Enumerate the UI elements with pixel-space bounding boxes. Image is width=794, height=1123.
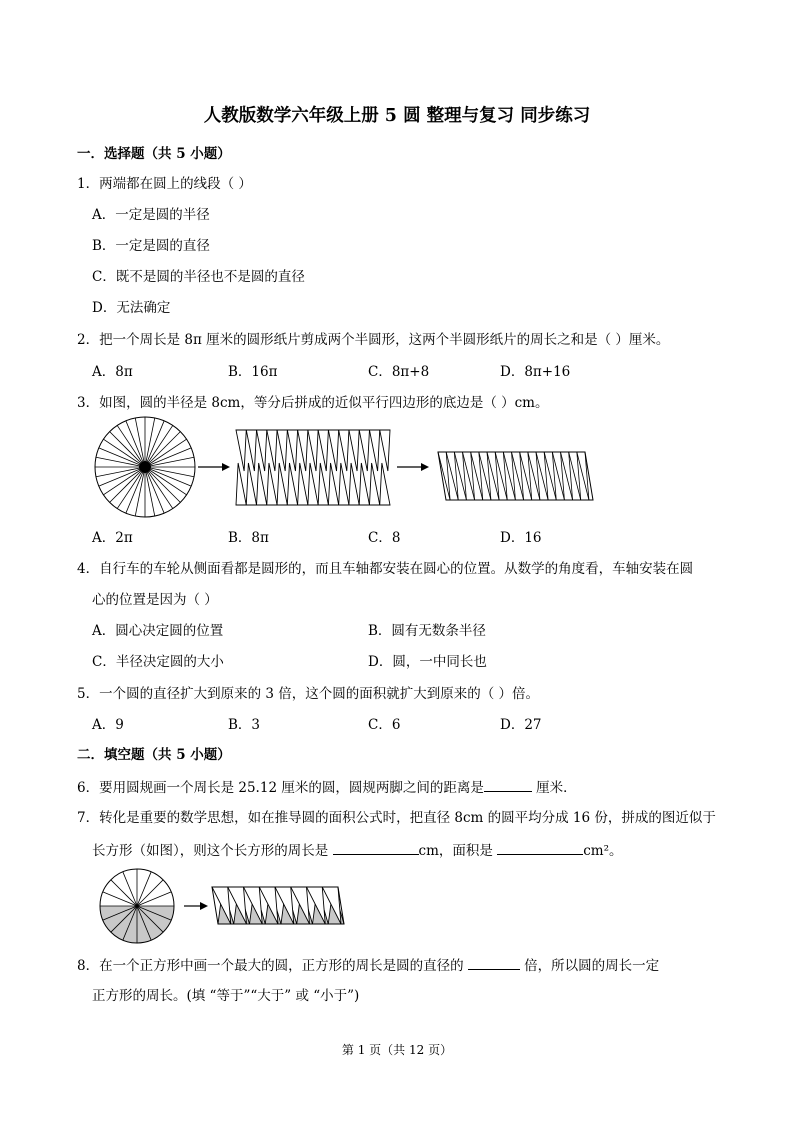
top-triangle xyxy=(257,430,267,471)
sector-line xyxy=(137,880,163,906)
question-1-option-a: A．一定是圆的半径 xyxy=(92,207,210,223)
top-triangle xyxy=(298,430,308,471)
question-8-line1 xyxy=(77,956,659,975)
page-footer: 第 1 页（共 12 页） xyxy=(341,1043,453,1057)
top-triangle xyxy=(359,430,369,471)
page-title: 人教版数学六年级上册 5 圆 整理与复习 同步练习 xyxy=(203,106,591,126)
bottom-triangle xyxy=(287,463,297,505)
top-triangle xyxy=(318,430,328,471)
sector-circle-figure xyxy=(95,417,195,517)
question-4-stem-line1: 4．自行车的车轮从侧面看都是圆形的，而且车轴都安装在圆心的位置。从数学的角度看，车轴安装在圆 xyxy=(77,561,694,577)
top-triangle xyxy=(328,430,338,471)
question-1-stem: 1．两端都在圆上的线段（ ） xyxy=(77,176,252,192)
shaded-circle-figure xyxy=(100,869,174,943)
question-1-option-c: C．既不是圆的半径也不是圆的直径 xyxy=(92,269,305,285)
parallelogram-figure xyxy=(438,452,593,500)
question-1-option-d: D．无法确定 xyxy=(92,300,171,316)
question-7-line2 xyxy=(92,841,622,860)
bottom-triangle xyxy=(328,463,338,505)
question-8-line2: 正方形的周长。(填 “等于”“大于” 或 “小于”) xyxy=(92,988,360,1004)
sector-line xyxy=(111,880,137,906)
bottom-triangle xyxy=(298,463,308,505)
top-triangle xyxy=(267,430,277,471)
top-triangle xyxy=(236,430,246,471)
question-4-stem-line2: 心的位置是因为（ ） xyxy=(92,592,218,608)
bottom-triangle xyxy=(236,463,246,505)
bottom-triangle xyxy=(339,463,349,505)
question-5-option-c: C．6 xyxy=(368,717,401,733)
question-5-option-a: A．9 xyxy=(92,717,124,733)
answer-blank-multiple[interactable] xyxy=(468,956,520,970)
question-3-option-c: C．8 xyxy=(368,530,401,546)
question-4-option-c: C．半径决定圆的大小 xyxy=(92,654,224,670)
question-3-stem: 3．如图，圆的半径是 8cm，等分后拼成的近似平行四边形的底边是（ ）cm。 xyxy=(77,395,549,411)
arrow-icon xyxy=(184,902,208,910)
question-6-line xyxy=(77,778,577,797)
answer-blank-perimeter[interactable] xyxy=(333,841,419,855)
question-3-option-a: A．2π xyxy=(92,530,133,546)
bottom-triangle xyxy=(308,463,318,505)
top-triangle xyxy=(308,430,318,471)
arrow-icon xyxy=(397,463,429,471)
question-7-text-a: 长方形（如图），则这个长方形的周长是 xyxy=(92,843,333,859)
bottom-triangle xyxy=(246,463,256,505)
question-7-text-b: cm，面积是 xyxy=(418,843,498,859)
question-6-stem-end: 厘米． xyxy=(531,780,577,796)
question-5-option-b: B．3 xyxy=(228,717,261,733)
top-triangle xyxy=(277,430,287,471)
arrow-icon xyxy=(198,463,230,471)
answer-blank-area[interactable] xyxy=(497,841,583,855)
bottom-triangle xyxy=(380,463,390,505)
question-8-text-a: 8．在一个正方形中画一个最大的圆，正方形的周长是圆的直径的 xyxy=(77,958,468,974)
bottom-triangle xyxy=(318,463,328,505)
question-5-option-d: D．27 xyxy=(500,717,542,733)
answer-blank[interactable] xyxy=(484,778,532,792)
bottom-triangle xyxy=(349,463,359,505)
parallelogram-outline xyxy=(438,452,593,500)
section-heading-fill: 二．填空题（共 5 小题） xyxy=(77,747,231,763)
question-5-stem: 5．一个圆的直径扩大到原来的 3 倍，这个圆的面积就扩大到原来的（ ）倍。 xyxy=(77,686,540,702)
top-triangle xyxy=(369,430,379,471)
question-3-option-b: B．8π xyxy=(228,530,269,546)
question-2-option-a: A．8π xyxy=(92,364,133,380)
question-2-stem: 2．把一个周长是 8π 厘米的圆形纸片剪成两个半圆形，这两个半圆形纸片的周长之和是（ ）厘米。 xyxy=(77,332,670,348)
question-2-option-c: C．8π+8 xyxy=(368,364,430,380)
question-4-option-d: D．圆，一中同长也 xyxy=(368,654,487,670)
center-dot xyxy=(139,461,151,473)
jagged-rearrangement-figure xyxy=(236,430,390,505)
top-triangle xyxy=(380,430,390,471)
question-4-option-a: A．圆心决定圆的位置 xyxy=(92,623,224,639)
top-triangle xyxy=(349,430,359,471)
question-8-text-b: 倍，所以圆的周长一定 xyxy=(519,958,660,974)
question-7-text-c: cm²。 xyxy=(583,843,623,859)
approx-rectangle-figure xyxy=(212,887,344,924)
question-3-option-d: D．16 xyxy=(500,530,542,546)
top-triangle xyxy=(246,430,256,471)
section-heading-choice: 一．选择题（共 5 小题） xyxy=(77,146,231,162)
bottom-triangle xyxy=(277,463,287,505)
question-1-option-b: B．一定是圆的直径 xyxy=(92,238,210,254)
question-6-stem: 6．要用圆规画一个周长是 25.12 厘米的圆，圆规两脚之间的距离是 xyxy=(77,780,484,796)
bottom-triangle xyxy=(359,463,369,505)
top-triangle xyxy=(339,430,349,471)
question-7-line1: 7．转化是重要的数学思想，如在推导圆的面积公式时，把直径 8cm 的圆平均分成 16 份，拼成的图近似于 xyxy=(77,810,716,826)
top-triangle xyxy=(287,430,297,471)
question-2-option-b: B．16π xyxy=(228,364,278,380)
question-2-option-d: D．8π+16 xyxy=(500,364,571,380)
question-4-option-b: B．圆有无数条半径 xyxy=(368,623,486,639)
bottom-triangle xyxy=(267,463,277,505)
bottom-triangle xyxy=(369,463,379,505)
bottom-triangle xyxy=(257,463,267,505)
